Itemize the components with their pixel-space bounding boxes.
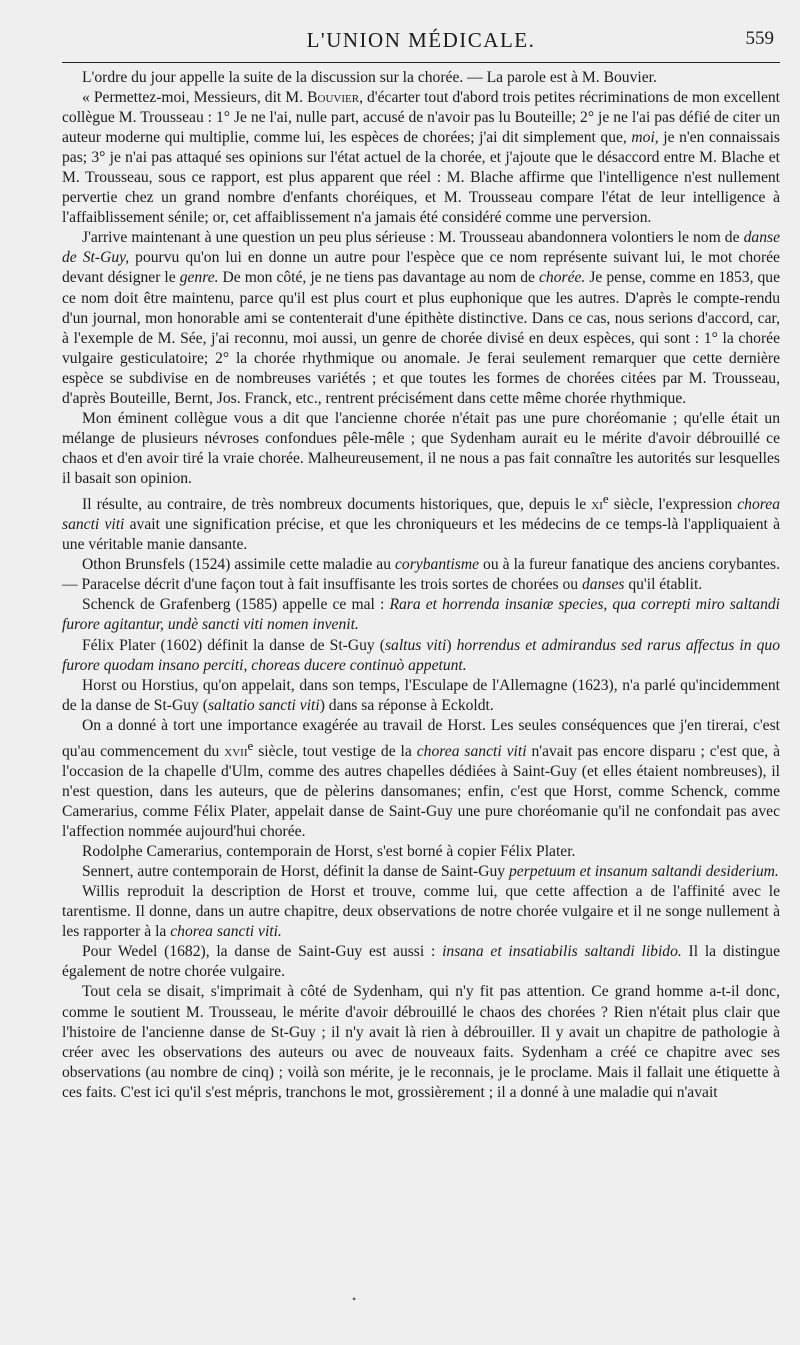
text-run: pourvu qu'on lui en donne un autre pour l'espèce que ce nom représente suivant lui, le mot chorée devant désigner le xyxy=(62,249,780,287)
text-run: siècle, l'expression xyxy=(608,496,738,514)
text-run: On a donné à tort une importance exagérée au travail de Horst. Les seules conséquences que j'en tirerai, c'est qu'au commencement du xyxy=(62,716,780,760)
paragraph xyxy=(62,555,780,595)
text-run: qu'il établit. xyxy=(624,576,703,594)
small-caps-run: xi xyxy=(591,496,603,514)
text-run: ) dans sa réponse à Eckoldt. xyxy=(319,696,494,714)
paragraph xyxy=(62,68,780,88)
text-run: Schenck de Grafenberg (1585) appelle ce mal : xyxy=(82,596,390,614)
italic-run: horrendus et admirandus sed rarus affectus in quo furore quodam insano perciti, choreas ducere continuò appetunt. xyxy=(62,636,780,674)
text-run: Félix Plater (1602) définit la danse de St-Guy ( xyxy=(82,636,385,654)
text-run: n'avait pas encore disparu ; c'est que, à l'occasion de la chapelle d'Ulm, comme des autres chapelles dédiées à Saint-Guy (et elles étaient nombreuses), il n'est question, dans les auteurs, que de pèlerins dansomanes; enfin, c'est que Horst, comme Schenck, comme Camerarius, comme Félix Plater, appelait danse de Saint-Guy une pure choréomanie qu'il ne confondait pas avec l'affection nommée aujourd'hui chorée. xyxy=(62,742,781,841)
text-run: Tout cela se disait, s'imprimait à côté de Sydenham, qui n'y fit pas attention. Ce grand homme a-t-il donc, comme le soutient M. Trousseau, le mérite d'avoir débrouillé le chaos des chorées ? Rien n'était plus clair que l'histoire de l'ancienne danse de St-Guy ; il n'y avait là rien à débrouiller. Il y avait un chapitre de pathologie à créer avec les observations des auteurs ou avec de nouveaux faits. Sydenham a créé ce chapitre avec ses observations (au nombre de cinq) ; voilà son mérite, je le reconnais, je le proclame. Mais il fallait une étiquette à ces faits. C'est ici qu'il s'est mépris, tranchons le mot, grossièrement ; il a donné à une maladie qui n'avait xyxy=(62,983,780,1101)
text-run: Je pense, comme en 1853, que ce nom doit être maintenu, parce qu'il est plus court et plus euphonique que les autres. D'après le compte-rendu d'un journal, mon honorable ami se contenterait d'une épithète distinctive. Dans ce cas, nous serions d'accord, car, à l'exemple de M. Sée, j'ai reconnu, moi aussi, un genre de chorée divisé en deux espèces, qui sont : 1° la chorée vulgaire gesticulatoire; 2° la chorée rhythmique ou anomale. Je ferai seulement remarquer que cette dernière espèce se subdivise en de nombreuses variétés ; et que toutes les formes de chorées citées par M. Trousseau, d'après Bouteille, Bernt, Jos. Franck, etc., rentrent précisément dans cette même chorée rhythmique. xyxy=(62,269,780,407)
text-run: je n'en connaissais pas; 3° je n'ai pas attaqué ses opinions sur l'état actuel de la chorée, et j'ajoute que le désaccord entre M. Blache et M. Trousseau, sous ce rapport, est plus apparent que réel : M. Blache affirme que l'intelligence n'est nullement pervertie chez un grand nombre d'enfants choréiques, et M. Trousseau compare l'état de leur intelligence à l'affaiblissement sénile; or, cet affaiblissement n'a jamais été considéré comme une perversion. xyxy=(62,129,780,227)
text-run: avait une signification précise, et que les chroniqueurs et les médecins de ce temps-là l'appliquaient à une véritable manie dansante. xyxy=(62,516,780,554)
paragraph xyxy=(62,716,780,842)
paragraph xyxy=(62,88,780,228)
italic-run: danse de St-Guy, xyxy=(62,229,780,267)
italic-run: Rara et horrenda insaniæ species, qua correpti miro saltandi furore agitantur, undè sancti viti nomen invenit. xyxy=(62,596,780,634)
text-run: J'arrive maintenant à une question un peu plus sérieuse : M. Trousseau abandonnera volontiers le nom de xyxy=(82,229,744,247)
italic-run: chorea sancti viti xyxy=(62,496,780,534)
italic-run: chorée. xyxy=(539,269,586,287)
page-number: 559 xyxy=(745,28,774,49)
superscript-run: e xyxy=(247,737,254,753)
italic-run: danses xyxy=(581,576,625,594)
text-run: Rodolphe Camerarius, contemporain de Horst, s'est borné à copier Félix Plater. xyxy=(82,843,576,861)
paragraph xyxy=(62,409,780,489)
text-run: siècle, tout vestige de la xyxy=(253,742,417,760)
italic-run: perpetuum et insanum saltandi desiderium. xyxy=(508,863,779,881)
small-caps-run: xvii xyxy=(224,742,248,760)
italic-run: saltus viti xyxy=(384,636,447,654)
italic-run: genre. xyxy=(179,269,219,287)
paragraph xyxy=(62,228,780,408)
text-run: Othon Brunsfels (1524) assimile cette maladie au xyxy=(82,556,396,574)
paragraph xyxy=(62,942,780,982)
text-run: Pour Wedel (1682), la danse de Saint-Guy est aussi : xyxy=(82,943,443,961)
superscript-run: e xyxy=(602,490,609,506)
text-run: « Permettez-moi, Messieurs, dit M. xyxy=(82,89,308,107)
text-run: Willis reproduit la description de Horst et trouve, comme lui, que cette affection a de l'affinité avec le tarentisme. Il donne, dans un autre chapitre, deux observations de notre chorée vulgaire et il ne songe nullement à les rapporter à la xyxy=(62,883,780,941)
text-run: Il la distingue également de notre chorée vulgaire. xyxy=(62,943,780,981)
text-run: Sennert, autre contemporain de Horst, définit la danse de Saint-Guy xyxy=(82,863,509,881)
text-run: ou à la fureur fanatique des anciens corybantes. — Paracelse décrit d'une façon tout à fait insuffisante les trois sortes de chorées ou xyxy=(62,556,780,594)
ink-speck: • xyxy=(352,1292,357,1306)
text-run: Mon éminent collègue vous a dit que l'ancienne chorée n'était pas une pure choréomanie ; qu'elle était un mélange de plusieurs névroses confondues pêle-mêle ; que Sydenham aurait eu le mérite d'avoir débrouillé ce chaos et d'en avoir tiré la vraie chorée. Malheureusement, il ne nous a pas fait connaître les autorités sur lesquelles il basait son opinion. xyxy=(62,409,780,487)
body-text xyxy=(62,68,780,1103)
italic-run: chorea sancti viti xyxy=(416,742,527,760)
text-run: De mon côté, je ne tiens pas davantage au nom de xyxy=(218,269,539,287)
small-caps-run: Bouvier xyxy=(307,89,360,107)
paragraph xyxy=(62,982,780,1102)
paragraph xyxy=(62,882,780,942)
page-header xyxy=(62,0,780,58)
text-run: , d'écarter tout d'abord trois petites récriminations de mon excellent collègue M. Trousseau : 1° Je ne l'ai, nulle part, accusé de n'avoir pas lu Bouteille; 2° je ne l'ai pas défié de citer un auteur moderne qui multiplie, comme lui, les espèces de chorées; j'ai dit simplement que, xyxy=(62,89,781,147)
italic-run: insana et insatiabilis saltandi libido. xyxy=(442,943,682,961)
italic-run: moi, xyxy=(631,129,659,147)
paragraph xyxy=(62,595,780,635)
text-run: L'ordre du jour appelle la suite de la discussion sur la chorée. — La parole est à M. Bouvier. xyxy=(82,69,657,86)
italic-run: corybantisme xyxy=(395,556,480,574)
text-run: ) xyxy=(446,636,457,654)
header-rule xyxy=(62,62,780,63)
text-run: Il résulte, au contraire, de très nombreux documents historiques, que, depuis le xyxy=(82,496,592,514)
paragraph xyxy=(62,489,780,555)
paragraph xyxy=(62,636,780,676)
text-run: Horst ou Horstius, qu'on appelait, dans son temps, l'Esculape de l'Allemagne (1623), n'a parlé qu'incidemment de la danse de St-Guy ( xyxy=(62,676,780,714)
paragraph xyxy=(62,842,780,862)
paragraph xyxy=(62,862,780,882)
italic-run: saltatio sancti viti xyxy=(207,696,320,714)
italic-run: chorea sancti viti. xyxy=(170,923,282,941)
paragraph xyxy=(62,676,780,716)
running-title: L'UNION MÉDICALE. xyxy=(306,28,536,52)
